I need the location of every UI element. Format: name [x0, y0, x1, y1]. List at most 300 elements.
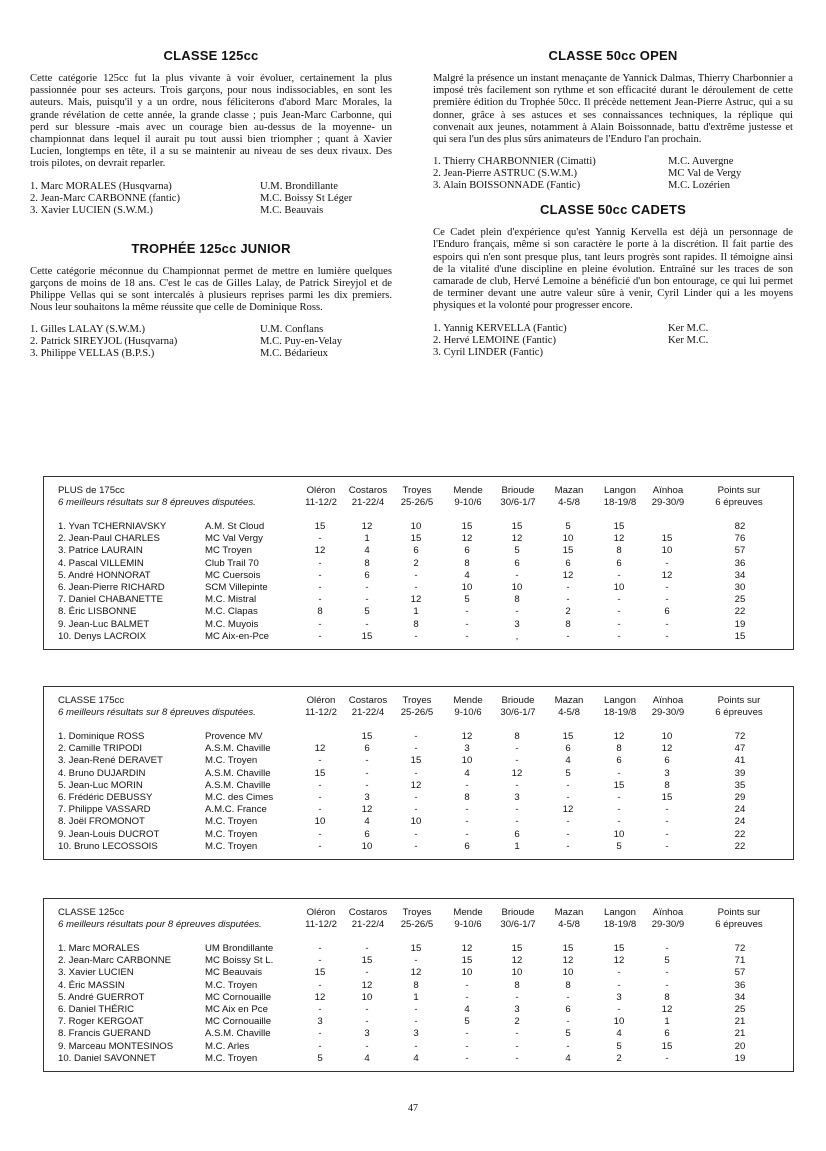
- total-points: 76: [734, 533, 746, 545]
- event-points: -: [414, 1003, 418, 1015]
- event-points: -: [566, 791, 570, 803]
- event-points: 6: [364, 743, 370, 755]
- event-points: 12: [511, 533, 523, 545]
- event-points: -: [465, 804, 469, 816]
- table-header: [44, 687, 793, 723]
- paragraph-125cc: Cette catégorie 125cc fut la plus vivante à voir évoluer, certainement la plus passionnée pour ses acteurs. Trois garçons, pour nous indissociables, en sont les auteurs. Mais, puisqu'il y a un ordre, nous féliciterons d'abord Marc Morales, la grande révélation de cette année, la grande classe ; puis Jean-Marc Carbonne, qui perd sur blessure -mais avec un courage bien au-dessus de la moyenne- un championnat dans lequel il aurait pu tout aussi bien triompher ; quant à Xavier Lucien, longtemps en tête, il a su se maintenir au niveau de ses deux rivaux. Des trois pilotes, on devrait reparler.: [30, 73, 392, 170]
- event-points: -: [566, 779, 570, 791]
- event-points: -: [318, 979, 322, 991]
- event-points: 5: [317, 1052, 323, 1064]
- table-row: [44, 619, 793, 631]
- event-points: 6: [464, 840, 470, 852]
- rider-club: MC Aix-en-Pce: [205, 630, 269, 642]
- result-row: 2. Patrick SIREYJOL (Husqvarna) M.C. Puy-en-Velay: [30, 336, 343, 348]
- total-points: 72: [734, 943, 746, 954]
- event-points: -: [365, 1016, 369, 1028]
- result-row: 3. Cyril LINDER (Fantic): [433, 346, 544, 358]
- event-points: 10: [314, 816, 326, 828]
- event-points: 8: [413, 979, 419, 991]
- column-header-event: Costaros: [348, 907, 388, 918]
- event-points: -: [515, 1028, 519, 1040]
- event-points: 12: [361, 979, 373, 991]
- total-points: 24: [734, 816, 746, 828]
- event-points: -: [318, 755, 322, 767]
- total-points: 21: [734, 1028, 746, 1040]
- rider-name: 8. Joël FROMONOT: [58, 816, 145, 828]
- event-points: 12: [361, 521, 373, 532]
- event-points: -: [665, 594, 669, 606]
- column-header-event: Troyes: [402, 695, 432, 706]
- event-points: -: [465, 816, 469, 828]
- right-column: [433, 48, 793, 375]
- event-points: 3: [514, 618, 520, 630]
- event-points: 6: [616, 755, 622, 767]
- event-points: 10: [361, 840, 373, 852]
- event-points: -: [318, 1003, 322, 1015]
- rider-club: Provence MV: [205, 731, 263, 742]
- rider-name: 9. Marceau MONTESINOS: [58, 1040, 174, 1052]
- event-points: 5: [364, 606, 370, 618]
- total-points: 21: [734, 1016, 746, 1028]
- event-points: 1: [664, 1016, 670, 1028]
- total-points: 71: [734, 955, 746, 967]
- column-header-dates: 30/6-1/7: [500, 918, 536, 930]
- event-points: -: [465, 606, 469, 618]
- event-points: 2: [616, 1052, 622, 1064]
- event-points: -: [365, 1003, 369, 1015]
- event-points: 10: [461, 967, 473, 979]
- table-title: PLUS de 175cc: [58, 485, 125, 496]
- rider-club: A.S.M. Chaville: [205, 743, 271, 755]
- table-row: [44, 594, 793, 606]
- event-points: 5: [616, 840, 622, 852]
- event-points: 6: [464, 545, 470, 557]
- event-points: -: [318, 533, 322, 545]
- event-points: 12: [314, 743, 326, 755]
- total-points: 30: [734, 581, 746, 593]
- event-points: 3: [664, 767, 670, 779]
- event-points: 15: [661, 533, 673, 545]
- event-points: -: [365, 755, 369, 767]
- event-points: 10: [562, 533, 574, 545]
- column-header: [493, 485, 543, 508]
- rider-name: 9. Jean-Louis DUCROT: [58, 828, 160, 840]
- event-points: 12: [562, 569, 574, 581]
- rider-name: 6. Jean-Pierre RICHARD: [58, 581, 165, 593]
- column-header-dates: 4-5/8: [558, 496, 580, 508]
- column-header-event: Mazan: [554, 907, 584, 918]
- table-row: [44, 582, 793, 594]
- column-header-dates: 11-12/2: [305, 496, 337, 508]
- rider-club: M.C. Mistral: [205, 594, 257, 606]
- event-points: 10: [661, 545, 673, 557]
- event-points: -: [566, 1016, 570, 1028]
- event-points: -: [665, 557, 669, 569]
- event-points: -: [465, 630, 469, 642]
- event-points: 10: [461, 581, 473, 593]
- event-points: 2: [413, 557, 419, 569]
- rider-name: 7. Philippe VASSARD: [58, 804, 151, 816]
- column-header: [443, 695, 493, 718]
- rider-club: A.S.M. Chaville: [205, 767, 271, 779]
- column-header-dates: 30/6-1/7: [500, 706, 536, 718]
- event-points: 5: [664, 955, 670, 967]
- event-points: 15: [461, 955, 473, 967]
- column-header: [595, 907, 645, 930]
- event-points: -: [665, 581, 669, 593]
- table-row: [44, 955, 793, 967]
- event-points: 15: [314, 521, 326, 532]
- event-points: 10: [661, 731, 673, 742]
- event-points: 15: [314, 967, 326, 979]
- section-title-junior: TROPHÉE 125cc JUNIOR: [131, 240, 291, 256]
- table-row: [44, 743, 793, 755]
- rider-name: 6. Frédéric DEBUSSY: [58, 791, 153, 803]
- rider-name: 8. Éric LISBONNE: [58, 606, 137, 618]
- event-points: -: [465, 1028, 469, 1040]
- total-points: 24: [734, 804, 746, 816]
- event-points: 6: [565, 743, 571, 755]
- event-points: -: [566, 594, 570, 606]
- event-points: -: [617, 967, 621, 979]
- rider-name: 3. Xavier LUCIEN: [58, 967, 134, 979]
- event-points: -: [414, 731, 418, 742]
- paragraph-50cc-cadets: Ce Cadet plein d'expérience qu'est Yannig Kervella est déjà un personnage de l'Enduro français, même si son caractère le porte à la discrétion. Il fait partie des espoirs qui n'en sont presque plus, tant leurs progrès sont rapides. Il témoigne ainsi de la vitalité d'une discipline en pleine évolution. Entraîné sur les traces de son camarade de club, Hervé Lemoine a bénéficié d'un bon entourage, ce qui lui permet de terminer devant une autre valeur sûre à venir, Cyril Linder qui a les moyens physiques et la volonté pour progresser encore.: [433, 227, 793, 312]
- column-header-event: Mende: [453, 485, 483, 496]
- column-header-dates: 18-19/8: [603, 496, 637, 508]
- table-row: [44, 731, 793, 743]
- total-points: 15: [734, 630, 746, 642]
- event-points: -: [465, 828, 469, 840]
- event-points: -: [414, 955, 418, 967]
- event-points: 12: [314, 545, 326, 557]
- result-row: 1. Thierry CHARBONNIER (Cimatti) M.C. Auvergne: [433, 156, 734, 168]
- column-header-dates: 29-30/9: [651, 496, 685, 508]
- event-points: -: [515, 606, 519, 618]
- table-body: [44, 935, 793, 1071]
- event-points: -: [318, 630, 322, 642]
- results-junior: [30, 324, 392, 360]
- event-points: -: [515, 569, 519, 581]
- event-points: -: [566, 816, 570, 828]
- column-header-dates: 9-10/6: [454, 706, 482, 718]
- event-points: -: [365, 779, 369, 791]
- column-header-dates: 21-22/4: [351, 918, 385, 930]
- result-row: 1. Marc MORALES (Husqvarna) U.M. Brondillante: [30, 180, 338, 192]
- event-points: -: [318, 943, 322, 954]
- event-points: -: [318, 581, 322, 593]
- rider-club: A.S.M. Chaville: [205, 779, 271, 791]
- section-title-125cc: CLASSE 125cc: [163, 48, 259, 63]
- result-row: 3. Xavier LUCIEN (S.W.M.) M.C. Beauvais: [30, 204, 324, 216]
- table-subtitle: 6 meilleurs résultats sur 8 épreuves disputées.: [58, 706, 256, 718]
- total-points: 41: [734, 755, 746, 767]
- event-points: 12: [613, 955, 625, 967]
- event-points: -: [365, 967, 369, 979]
- event-points: 8: [317, 606, 323, 618]
- event-points: 5: [616, 1040, 622, 1052]
- column-header-dates: 25-26/5: [400, 918, 434, 930]
- column-header: [493, 907, 543, 930]
- event-points: -: [566, 828, 570, 840]
- result-row: 2. Jean-Pierre ASTRUC (S.W.M.) MC Val de Vergy: [433, 168, 742, 180]
- table-subtitle: 6 meilleurs résultats sur 8 épreuves disputées.: [58, 496, 256, 508]
- event-points: -: [617, 1003, 621, 1015]
- column-header: [392, 907, 442, 930]
- event-points: 6: [664, 755, 670, 767]
- event-points: 8: [616, 743, 622, 755]
- event-points: -: [665, 943, 669, 954]
- column-header: [296, 907, 346, 930]
- rider-name: 6. Daniel THÉRIC: [58, 1003, 135, 1015]
- event-points: 8: [413, 618, 419, 630]
- event-points: 1: [413, 991, 419, 1003]
- event-points: 15: [314, 767, 326, 779]
- event-points: 15: [361, 731, 373, 742]
- event-points: -: [515, 991, 519, 1003]
- event-points: -: [515, 1052, 519, 1064]
- event-points: 15: [410, 755, 422, 767]
- event-points: -: [617, 606, 621, 618]
- event-points: -: [318, 791, 322, 803]
- table-row: [44, 804, 793, 816]
- total-points: 25: [734, 1003, 746, 1015]
- rider-name: 2. Camille TRIPODI: [58, 743, 143, 755]
- event-points: 15: [562, 731, 574, 742]
- event-points: 4: [364, 1052, 370, 1064]
- event-points: -: [617, 569, 621, 581]
- column-header-event: Aïnhoa: [652, 695, 684, 706]
- table-row: [44, 768, 793, 780]
- event-points: -: [318, 594, 322, 606]
- table-body: [44, 723, 793, 859]
- event-points: -: [515, 804, 519, 816]
- table-row: [44, 829, 793, 841]
- table-title-block: [58, 485, 256, 508]
- event-points: 3: [616, 991, 622, 1003]
- event-points: 12: [562, 804, 574, 816]
- column-header-dates: 4-5/8: [558, 706, 580, 718]
- event-points: -: [414, 767, 418, 779]
- table-row: [44, 1004, 793, 1016]
- event-points: -: [318, 955, 322, 967]
- event-points: -: [365, 767, 369, 779]
- event-points: -: [617, 618, 621, 630]
- rider-club: M.C. Troyen: [205, 1052, 258, 1064]
- event-points: -: [414, 791, 418, 803]
- column-header: [296, 485, 346, 508]
- event-points: 12: [461, 731, 473, 742]
- event-points: 15: [661, 1040, 673, 1052]
- column-header: [392, 695, 442, 718]
- rider-name: 10. Bruno LECOSSOIS: [58, 840, 158, 852]
- total-points: 72: [734, 731, 746, 742]
- table-row: [44, 606, 793, 618]
- event-points: 6: [364, 569, 370, 581]
- event-points: 10: [361, 991, 373, 1003]
- table-row: [44, 631, 793, 643]
- event-points: -: [318, 804, 322, 816]
- result-row: 3. Philippe VELLAS (B.P.S.) M.C. Bédarieux: [30, 348, 328, 360]
- section-title-50cc-cadets: CLASSE 50cc CADETS: [540, 202, 686, 218]
- total-points: 22: [734, 828, 746, 840]
- rider-name: 5. André HONNORAT: [58, 569, 151, 581]
- event-points: -: [665, 840, 669, 852]
- event-points: 12: [661, 743, 673, 755]
- table-row: [44, 841, 793, 853]
- column-header: [704, 695, 774, 718]
- event-points: -: [566, 581, 570, 593]
- rider-club: A.M.C. France: [205, 804, 267, 816]
- event-points: 5: [514, 545, 520, 557]
- event-points: 6: [565, 557, 571, 569]
- rider-club: Club Trail 70: [205, 557, 259, 569]
- total-points: 19: [734, 618, 746, 630]
- event-points: 15: [410, 533, 422, 545]
- event-points: -: [318, 557, 322, 569]
- rider-club: M.C. Troyen: [205, 979, 258, 991]
- event-points: -: [617, 767, 621, 779]
- event-points: 12: [562, 955, 574, 967]
- event-points: 5: [464, 594, 470, 606]
- event-points: -: [465, 1052, 469, 1064]
- event-points: -: [318, 779, 322, 791]
- event-points: 1: [413, 606, 419, 618]
- rider-name: 8. Francis GUERAND: [58, 1028, 151, 1040]
- total-points: 34: [734, 569, 746, 581]
- column-header-event: Brioude: [501, 485, 535, 496]
- event-points: -: [665, 816, 669, 828]
- column-header: [392, 485, 442, 508]
- rider-name: 2. Jean-Marc CARBONNE: [58, 955, 172, 967]
- total-points: 22: [734, 606, 746, 618]
- column-header-event: Mende: [453, 695, 483, 706]
- event-points: 10: [613, 581, 625, 593]
- column-header: [296, 695, 346, 718]
- event-points: -: [465, 618, 469, 630]
- table-row: [44, 816, 793, 828]
- event-points: -: [414, 804, 418, 816]
- column-header: [643, 485, 693, 508]
- event-points: -: [617, 979, 621, 991]
- standings-table-175cc: [43, 686, 794, 860]
- event-points: 12: [410, 967, 422, 979]
- column-header-dates: 30/6-1/7: [500, 496, 536, 508]
- event-points: 5: [565, 1028, 571, 1040]
- event-points: -: [515, 1040, 519, 1052]
- column-header-event: Oléron: [306, 907, 336, 918]
- event-points: -: [318, 618, 322, 630]
- column-header-dates: 29-30/9: [651, 706, 685, 718]
- table-row: [44, 755, 793, 767]
- event-points: 8: [464, 557, 470, 569]
- column-header-event: Points sur: [717, 485, 761, 496]
- event-points: 8: [514, 731, 520, 742]
- column-header: [443, 907, 493, 930]
- event-points: -: [318, 828, 322, 840]
- event-points: 12: [461, 533, 473, 545]
- column-header-dates: 21-22/4: [351, 706, 385, 718]
- rider-name: 4. Éric MASSIN: [58, 979, 125, 991]
- rider-name: 5. André GUERROT: [58, 991, 145, 1003]
- event-points: 15: [511, 521, 523, 532]
- event-points: 1: [514, 840, 520, 852]
- column-header: [595, 695, 645, 718]
- table-body: [44, 513, 793, 649]
- event-points: -: [617, 630, 621, 642]
- total-points: 57: [734, 545, 746, 557]
- column-header: [544, 907, 594, 930]
- event-points: 3: [514, 791, 520, 803]
- column-header: [643, 695, 693, 718]
- event-points: 8: [616, 545, 622, 557]
- total-points: 29: [734, 791, 746, 803]
- event-points: -: [617, 791, 621, 803]
- event-points: 4: [464, 1003, 470, 1015]
- event-points: 8: [514, 594, 520, 606]
- column-header-dates: 18-19/8: [603, 706, 637, 718]
- rider-club: M.C. Troyen: [205, 828, 258, 840]
- event-points: -: [414, 1040, 418, 1052]
- table-subtitle: 6 meilleurs résultats pour 8 épreuves disputées.: [58, 918, 262, 930]
- event-points: 3: [514, 1003, 520, 1015]
- rider-club: A.M. St Cloud: [205, 521, 265, 532]
- event-points: -: [414, 1016, 418, 1028]
- event-points: ,: [515, 630, 519, 642]
- column-header-dates: 9-10/6: [454, 496, 482, 508]
- table-row: [44, 570, 793, 582]
- event-points: -: [414, 581, 418, 593]
- column-header-event: Troyes: [402, 907, 432, 918]
- event-points: 1: [364, 533, 370, 545]
- event-points: 15: [410, 943, 422, 954]
- event-points: 6: [616, 557, 622, 569]
- event-points: 12: [314, 991, 326, 1003]
- column-header: [704, 485, 774, 508]
- results-125cc: [30, 181, 392, 217]
- event-points: 4: [464, 767, 470, 779]
- rider-name: 2. Jean-Paul CHARLES: [58, 533, 160, 545]
- column-header-dates: 9-10/6: [454, 918, 482, 930]
- table-title: CLASSE 125cc: [58, 907, 125, 918]
- rider-name: 10. Daniel SAVONNET: [58, 1052, 156, 1064]
- event-points: 4: [364, 545, 370, 557]
- event-points: 15: [461, 521, 473, 532]
- event-points: -: [414, 828, 418, 840]
- column-header-dates: 25-26/5: [400, 496, 434, 508]
- event-points: -: [365, 1040, 369, 1052]
- column-header-event: Mazan: [554, 485, 584, 496]
- column-header: [343, 485, 393, 508]
- rider-name: 7. Daniel CHABANETTE: [58, 594, 164, 606]
- table-header: [44, 477, 793, 513]
- result-row: 2. Hervé LEMOINE (Fantic) Ker M.C.: [433, 334, 709, 346]
- event-points: -: [465, 1040, 469, 1052]
- total-points: 34: [734, 991, 746, 1003]
- rider-club: MC Val Vergy: [205, 533, 263, 545]
- event-points: -: [365, 581, 369, 593]
- event-points: -: [665, 630, 669, 642]
- rider-name: 5. Jean-Luc MORIN: [58, 779, 143, 791]
- rider-club: M.C. des Cimes: [205, 791, 274, 803]
- event-points: -: [414, 630, 418, 642]
- rider-club: M.C. Troyen: [205, 755, 258, 767]
- event-points: 4: [565, 1052, 571, 1064]
- event-points: -: [414, 569, 418, 581]
- event-points: 10: [613, 828, 625, 840]
- event-points: -: [566, 991, 570, 1003]
- event-points: 12: [661, 1003, 673, 1015]
